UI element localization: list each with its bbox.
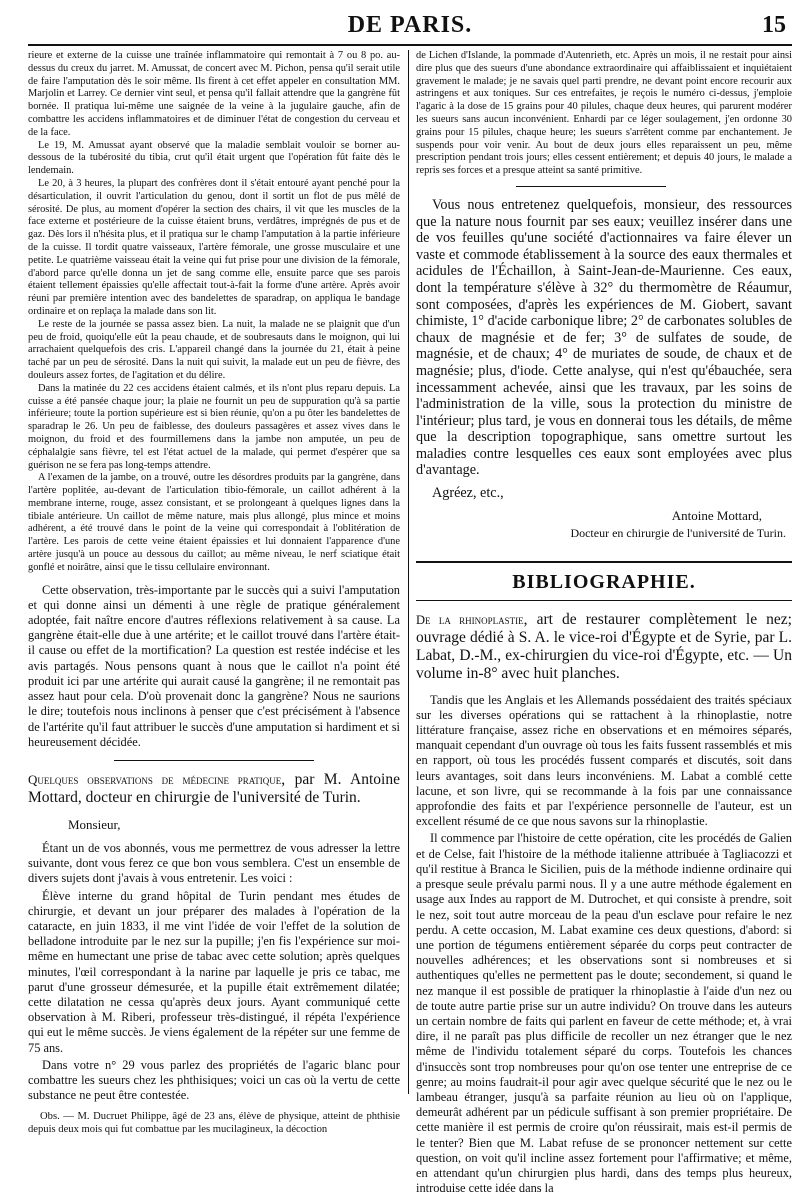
letter-paragraph-2: Élève interne du grand hôpital de Turin pendant mes études de chirurgie, et devant un jour préparer des malades à l'opération de la cataracte, en juin 1833, il me vint l'idée de voir l'effet de la solution de belladone introduite par le nez sur la pupille; j'en fis l'expérience sur moi-même en humectant une prise de tabac avec cette solution; après quelques minutes, l'œil correspondant à la narine par laquelle je pris ce tabac, me parut d'une grosseur démesurée, et la pupille était extrêmement dilatée; cette dilatation ne cessa qu'après deux jours. Ayant communiqué cette observation à M. Riberi, professeur très-distingué, il répéta l'expérience qui eut le même succès. Je viens également de la répéter sur une femme de 75 ans. xyxy=(28,888,400,1055)
left-column xyxy=(28,50,400,1136)
page-title: DE PARIS. xyxy=(347,12,473,38)
waters-paragraph: Vous nous entretenez quelquefois, monsieur, des ressources que la nature nous fournit par ses eaux; veuillez insérer dans une de vos feuilles qu'une société d'actionnaires va faire élever un vaste et commode établissement à la source des eaux thermales et acidules de l'Échaillon, à Saint-Jean-de-Maurienne. Ces eaux, dont la température s'élève à 32° du thermomètre de Réaumur, sont composées, d'après les expériences de M. Giobert, savant chimiste, 1° d'acide carbonique libre; 2° de carbonates solubles de chaux de magnésie et de fer; 3° de sulfates de soude, de magnésie, et de chaux; 4° de muriates de soude, de chaux et de magnésie; plus, d'iode. Cette analyse, qui n'est qu'ébauchée, sera incessamment achevée, ainsi que les travaux, par les soins de l'administration de la ville, sous la protection du ministre de l'intérieur; plus tard, je vous en donnerai tous les détails, de même que la description topographique, sans omettre surtout les maladies contre lesquelles ces eaux sont employées avec plus d'avantage. xyxy=(416,196,792,479)
letter-continuation xyxy=(416,50,792,178)
case-report xyxy=(28,50,400,575)
review-paragraph-2: Il commence par l'histoire de cette opération, cite les procédés de Galien et de Celse, fait l'histoire de la méthode italienne attribuée à Tagliacozzi et qu'il restitue à Branca le Sicilien, puis de la méthode indienne ordinaire qui a presque seule prévalu parmi nous. Il y a une autre méthode également en usage aux Indes au rapport de M. Dutrochet, et qui consiste à prendre, soit le nez, soit tout autre morceau de la peau d'un esclave pour refaire le nez perdu. A cette occasion, M. Labat examine ces deux questions, d'abord: si une portion de tégumens entièrement séparée du corps peut contracter de nouvelles adhérences; et les observations sont si nombreuses et si authentiques qu'elles ne permettent pas le doute; secondement, si quand le nez manque il est possible de pratiquer la rhinoplastie à l'aide d'un nez ou de toute autre partie prise sur un autre individu? On trouve dans les auteurs un certain nombre de faits qui parlent en faveur de cette méthode; et, à vrai dire, il ne paraît pas plus difficile de recoller un nez étranger que le nez même de l'individu totalement séparé du corps. Toutefois les chances d'insuccès sont trop nombreuses pour qu'on ose tenter une entreprise de ce genre; au moins faudrait-il pour agir avec quelque sécurité que le nez ou le lambeau étranger, jusqu'à sa parfaite réunion au lieu où on l'applique, demeurât adhérent par un pédicule suffisant à son premier propriétaire. De cette manière il est permis de croire qu'on réussirait, mais est-il permis de le tenter? Bien que M. Labat refuse de se prononcer nettement sur cette question, on voit qu'il incline assez fortement pour l'affirmative; et même, en attendant qu'un chirurgien plus hardi, dans des temps plus heureux, introduise cette idée dans la xyxy=(416,831,792,1196)
case-paragraph-1: rieure et externe de la cuisse une traînée inflammatoire qui remontait à 7 ou 8 po. au-dessus du creux du jarret. M. Amussat, de concert avec M. Pichon, pensa qu'il serait utile de faire l'amputation dès le soir même. Ils firent à cet effet appeler en consultation MM. Marjolin et Larrey. Ce dernier vint seul, et pensa qu'il fallait attendre que la gangrène fût bornée. Il pratiqua lui-même une saignée de la veine à la jugulaire gauche, afin de combattre les accidens inflammatoires et de diminuer l'état de congestion du cerveau et de la face. xyxy=(28,50,400,138)
sign-off: Agréez, etc., xyxy=(432,485,504,502)
signature: Antoine Mottard, xyxy=(671,507,762,523)
masthead xyxy=(28,0,792,46)
book-title xyxy=(416,611,792,683)
article-title xyxy=(28,771,400,807)
book-title-smallcaps: De la rhinoplastie xyxy=(416,612,524,627)
waters-letter xyxy=(416,197,792,502)
case-paragraph-5: Dans la matinée du 22 ces accidens étaient calmés, et ils n'ont plus reparu depuis. La cuisse a été pansée chaque jour; la plaie ne fournit un peu de suppuration qu'à sa partie inférieure; toute la portion supérieure est si bien réunie, qu'on a pu ôter les bandelettes de sparadrap le 26. Un peu de faiblesse, des douleurs passagères et assez vives dans le moignon, du froid et des fourmillemens dans la jambe non amputée, un peu de céphalalgie sans fièvre, tel est l'état actuel de la malade, qui permet d'espérer que sa guérison ne se fera pas long-temps attendre. xyxy=(28,382,400,471)
columns xyxy=(28,50,792,1196)
article-title-smallcaps: Quelques observations de médecine pratique xyxy=(28,771,282,787)
article-title-rest: , par M. Antoine Mottard, docteur en chirurgie de l'université de Turin. xyxy=(28,770,400,806)
continuation-paragraph: de Lichen d'Islande, la pommade d'Autenrieth, etc. Après un mois, il ne restait pour ainsi dire plus que des sueurs d'une abondance extraordinaire qui affaiblissaient et inquiétaient gravement le malade; je ne savais quel parti prendre, ne devant point encore recourir aux astringens et aux toniques. Sur ces entrefaites, je reçois le numéro ci-dessus, j'emploie l'agaric à la dose de 15 grains pour 40 pilules, chaque deux heures, qui parurent modérer les sueurs sans aucun inconvénient. Enhardi par ce léger soulagement, j'en ordonne 30 grains pour 15 pilules, chaque heure; les sueurs s'arrêtent comme par enchantement. Je suspends pour voir venir. Au bout de deux jours elles reparaissent un peu, même prescription pendant trois jours; elles cessent entièrement; et depuis 40 jours, le malade a repris ses forces et a presque atteint sa santé primitive. xyxy=(416,50,792,177)
observation-note: Obs. — M. Ducruet Philippe, âgé de 23 ans, élève de physique, atteint de phthisie depuis deux mois qui fut combattue par les mucilagineux, la décoction xyxy=(28,1111,400,1136)
case-paragraph-4: Le reste de la journée se passa assez bien. La nuit, la malade ne se plaignit que d'un peu de froid, quoiqu'elle eût la peau chaude, et de soubresauts dans le moignon, qui lui arrachaient quelquefois des cris. L'appareil changé dans la journée du 21, était à peine taché par un peu de sérosité. Dans la nuit qui suivit, la malade eut un peu de fièvre, des douleurs assez fortes, de l'agitation et du délire. xyxy=(28,318,400,381)
case-paragraph-2: Le 19, M. Amussat ayant observé que la maladie semblait vouloir se borner au-dessous de la tubérosité du tibia, crut qu'il était urgent que l'opération fût faite dès le lendemain. xyxy=(28,139,400,177)
heading-rule xyxy=(416,600,792,601)
short-rule xyxy=(114,760,314,761)
column-divider xyxy=(408,50,409,1094)
case-paragraph-6: A l'examen de la jambe, on a trouvé, outre les désordres produits par la gangrène, dans l'artère poplitée, au-devant de l'articulation tibio-fémorale, un caillot adhérent à la membrane interne, rouge, assez consistant, et se prolongeant à quelques lignes dans la tibiale antérieure. Un caillot de même nature, mais plus allongé, plus mince et moins adhérent, a été trouvé dans le point de la veine qui correspondait à l'oblitération de l'artère. Les parois de cette veine étaient épaissies et lui donnaient l'apparence d'une artère jusqu'à un pouce au dessous du caillot; au même niveau, le nerf sciatique était gonflé et noirâtre, ainsi que le tissu cellulaire environnant. xyxy=(28,472,400,573)
section-rule xyxy=(416,561,792,563)
letter-paragraph-1: Étant un de vos abonnés, vous me permettrez de vous adresser la lettre suivante, dont vous ferez ce que bon vous semblera. C'est un ensemble de divers sujets dont j'avais à vous entretenir. Les voici : xyxy=(28,840,400,886)
signature-title: Docteur en chirurgie de l'université de Turin. xyxy=(570,525,786,540)
separator-rule xyxy=(516,186,666,187)
section-heading: BIBLIOGRAPHIE. xyxy=(512,570,696,593)
letter-body xyxy=(28,841,400,1103)
book-review xyxy=(416,693,792,1196)
page-number: 15 xyxy=(762,12,786,38)
review-paragraph-1: Tandis que les Anglais et les Allemands possédaient des traités spéciaux sur les diverses opérations qui se rattachent à la rhinoplastie, notre littérature française, assez riche en observations et en mémoires séparés, manquait cependant d'un ouvrage où tous les faits fussent rassemblés et mis en rapport, où tous les procédés fussent comparés et discutés, soit dans leurs avantages, soit dans leurs inconvéniens. M. Labat a comblé cette lacune, et son livre, qui se recommande à la fois par une connaissance approfondie des faits et par l'expérience personnelle de l'auteur, est un excellent résumé de ce que nous savons sur la rhinoplastie. xyxy=(416,692,792,829)
reflection-block xyxy=(28,583,400,750)
case-paragraph-3: Le 20, à 3 heures, la plupart des confrères dont il s'était entouré ayant penché pour la désarticulation, il ouvrit l'articulation du genou, dont il sortit un flot de pus mêlé de sérosité. De plus, au moment d'opérer la section des chairs, il vit que les muscles de la face externe et postérieure de la cuisse étaient bruns, verdâtres, imprégnés de pus et de gaz. Dès lors il n'hésita plus, et il pratiqua sur le champ l'amputation à la partie inférieure de la cuisse. Il tordit quatre vaisseaux, l'artère fémorale, une grosse musculaire et une petite. Le quatrième vaisseau était la veine qui fut prise pour une division de la fémorale, d'abord parce qu'elle donna un jet de sang comme elle, ensuite parce que ses parois étaient tellement épaissies qu'elle affectait tout-à-fait la forme d'une artère. Après avoir réuni par première intention avec des bandelettes de sparadrap, on appliqua le bandage ordinaire et on replaça la malade dans son lit. xyxy=(28,177,400,317)
reflection-paragraph: Cette observation, très-importante par le succès qui a suivi l'amputation et qui donne ainsi un démenti à une règle de pratique généralement adoptée, fait naître encore d'autres réflexions relativement à sa cause. La gangrène était-elle due à une artérite; et le caillot trouvé dans l'artère était-il cause ou effet de la mortification? La question est restée indécise et les avis partagés. Nous pensons quant à nous que le caillot n'a point été produit ici par une artérite qui aurait causé la gangrène; il ne remontait pas assez haut pour cela. D'où provenait donc la gangrène? Nous ne saurions le dire; toutefois nous inclinons à penser que c'est précisément à l'absence de l'artérite qu'il faut attribuer le succès d'une amputation si hardiment et si heureusement décidée. xyxy=(28,582,400,749)
right-column xyxy=(416,50,792,1196)
letter-greeting: Monsieur, xyxy=(68,816,121,832)
letter-paragraph-3: Dans votre n° 29 vous parlez des propriétés de l'agaric blanc pour combattre les sueurs chez les phthisiques; voici un cas où la vertu de cette substance ne peut être contestée. xyxy=(28,1057,400,1103)
book-title-rest: , art de restaurer complètement le nez; ouvrage dédié à S. A. le vice-roi d'Égypte et de Syrie, par L. Labat, D.-M., ex-chirurgien du vice-roi d'Égypte, etc. — Un volume in-8° avec huit planches. xyxy=(416,610,792,682)
